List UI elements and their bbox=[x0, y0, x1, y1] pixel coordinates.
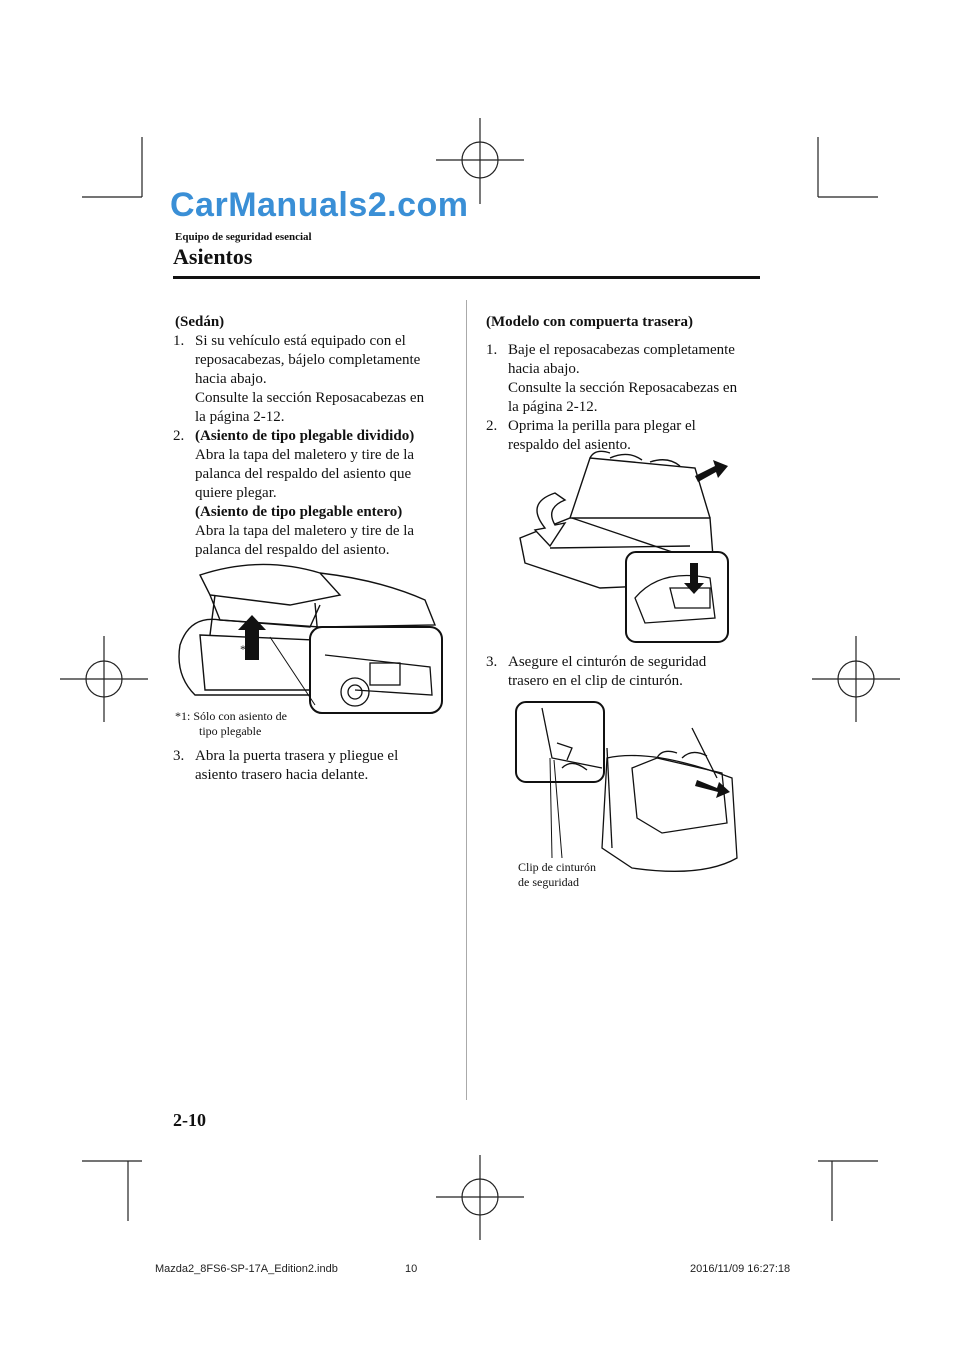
left-step-3-block bbox=[173, 747, 448, 785]
trunk-lever-illustration bbox=[170, 555, 445, 715]
label-line: Clip de cinturón bbox=[518, 860, 596, 874]
right-step-1 bbox=[486, 341, 761, 417]
step-number: 2. bbox=[486, 418, 498, 434]
step-line: la página 2-12. bbox=[195, 409, 285, 425]
step-number: 1. bbox=[486, 342, 498, 358]
step-number: 1. bbox=[173, 333, 185, 349]
step-line: quiere plegar. bbox=[195, 485, 277, 501]
step-number: 3. bbox=[173, 748, 185, 764]
title-rule bbox=[173, 276, 760, 279]
page-number: 2-10 bbox=[173, 1110, 206, 1130]
step-line: palanca del respaldo del asiento que bbox=[195, 466, 412, 482]
step-line: la página 2-12. bbox=[508, 399, 598, 415]
figure-note bbox=[175, 709, 287, 739]
subheading: (Asiento de tipo plegable entero) bbox=[195, 504, 403, 520]
step-line: Consulte la sección Reposacabezas en bbox=[508, 380, 738, 396]
step-line: Consulte la sección Reposacabezas en bbox=[195, 390, 425, 406]
footer-sheet: 10 bbox=[405, 1263, 418, 1275]
step-line: reposacabezas, bájelo completamente bbox=[195, 352, 421, 368]
left-column bbox=[173, 313, 448, 560]
seat-fold-illustration bbox=[510, 448, 740, 648]
subheading: (Asiento de tipo plegable dividido) bbox=[195, 428, 415, 444]
step-line: Baje el reposacabezas completamente bbox=[508, 342, 735, 358]
step-line: Abra la tapa del maletero y tire de la bbox=[195, 447, 415, 463]
left-step-1 bbox=[173, 332, 448, 427]
step-number: 2. bbox=[173, 428, 185, 444]
right-column bbox=[486, 313, 761, 455]
step-line: respaldo del asiento. bbox=[508, 437, 631, 453]
right-step-3-block bbox=[486, 653, 761, 691]
footer-timestamp: 2016/11/09 16:27:18 bbox=[690, 1263, 791, 1275]
step-number: 3. bbox=[486, 654, 498, 670]
step-line: hacia abajo. bbox=[195, 371, 267, 387]
step-line: Abra la tapa del maletero y tire de la bbox=[195, 523, 415, 539]
step-line: hacia abajo. bbox=[508, 361, 580, 377]
step-line: Abra la puerta trasera y pliegue el bbox=[195, 748, 399, 764]
hatchback-heading: (Modelo con compuerta trasera) bbox=[486, 314, 694, 330]
watermark-logo: CarManuals2.com bbox=[170, 186, 469, 224]
page-title: Asientos bbox=[173, 244, 253, 269]
column-divider bbox=[466, 300, 467, 1100]
step-line: Asegure el cinturón de seguridad bbox=[508, 654, 707, 670]
right-step-3 bbox=[486, 653, 761, 691]
step-line: trasero en el clip de cinturón. bbox=[508, 673, 683, 689]
left-step-2 bbox=[173, 427, 448, 560]
figure-marker: *1 bbox=[240, 642, 252, 656]
clip-label bbox=[518, 860, 596, 890]
step-line: Si su vehículo está equipado con el bbox=[195, 333, 406, 349]
label-line: de seguridad bbox=[518, 875, 579, 889]
step-line: Oprima la perilla para plegar el bbox=[508, 418, 696, 434]
note-line: tipo plegable bbox=[199, 724, 262, 738]
step-line: palanca del respaldo del asiento. bbox=[195, 542, 390, 558]
left-step-3 bbox=[173, 747, 448, 785]
step-line: asiento trasero hacia delante. bbox=[195, 767, 369, 783]
sedan-heading: (Sedán) bbox=[175, 314, 225, 330]
note-line: *1: Sólo con asiento de bbox=[175, 709, 287, 723]
footer-file: Mazda2_8FS6-SP-17A_Edition2.indb bbox=[155, 1263, 338, 1275]
section-label: Equipo de seguridad esencial bbox=[175, 231, 312, 243]
